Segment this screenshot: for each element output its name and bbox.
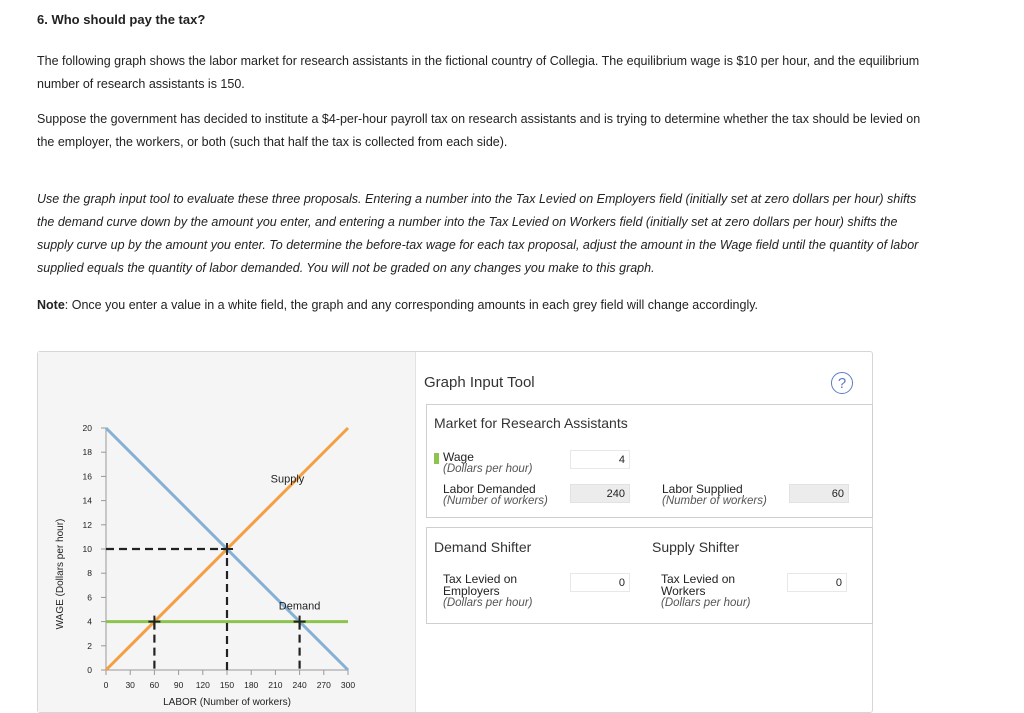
worker-tax-label-line2: Workers — [661, 584, 706, 598]
intro-paragraph: The following graph shows the labor market for research assistants in the fictional country of Collegia. The equilibrium wage is $10 per hour, and the equilibrium number of research assistants is 150. — [37, 54, 920, 91]
x-tick-label: 150 — [219, 680, 235, 690]
x-tick-label: 0 — [103, 680, 109, 690]
labor-supplied-value: 60 — [789, 484, 849, 503]
worker-tax-unit: (Dollars per hour) — [661, 597, 751, 609]
graph-input-tool-title: Graph Input Tool — [424, 374, 535, 391]
x-tick-label: 300 — [340, 680, 356, 690]
employer-tax-unit: (Dollars per hour) — [443, 597, 533, 609]
x-axis-label: LABOR (Number of workers) — [163, 697, 291, 708]
note-label: Note — [37, 298, 65, 312]
y-tick-label: 6 — [87, 592, 92, 603]
y-axis-label: WAGE (Dollars per hour) — [55, 518, 66, 630]
demand-curve-label: Demand — [278, 600, 321, 613]
supply-curve-label: Supply — [270, 473, 305, 486]
wage-label: Wage — [443, 450, 474, 464]
y-tick-label: 18 — [82, 447, 92, 458]
x-tick-label: 90 — [173, 680, 184, 690]
y-tick-label: 0 — [87, 665, 92, 675]
proposal-paragraph: Suppose the government has decided to institute a $4-per-hour payroll tax on research assistants and is trying to determine whether the tax should be levied on the employer, the workers, or both (such that half the tax is collected from each side). — [37, 112, 921, 149]
note-text: : Once you enter a value in a white field, the graph and any corresponding amounts in each grey field will change accordingly. — [64, 298, 759, 312]
wage-line-legend-swatch — [434, 453, 439, 464]
y-tick-label: 8 — [87, 568, 92, 579]
y-tick-label: 14 — [82, 495, 92, 506]
y-tick-label: 4 — [87, 616, 92, 627]
y-tick-label: 12 — [82, 519, 92, 530]
x-tick-label: 240 — [292, 680, 307, 690]
graph-area — [38, 352, 416, 712]
x-tick-label: 270 — [316, 680, 331, 690]
instructions-paragraph: Use the graph input tool to evaluate these three proposals. Entering a number into the Tax Levied on Employers field (initially set at zero dollars per hour) shifts the demand curve down by the amount you enter, and entering a number into the Tax Levied on Workers field (initially set at zero dollars per hour) shifts the supply curve up by the amount you enter. To determine the before-tax wage for each tax proposal, adjust the amount in the Wage field until the quantity of labor supplied equals the quantity of labor demanded. You will not be graded on any changes you make to this graph. — [37, 192, 919, 275]
x-tick-label: 60 — [149, 680, 160, 690]
employer-tax-label-line2: Employers — [443, 584, 500, 598]
note-paragraph — [37, 294, 937, 317]
labor-supplied-unit: (Number of workers) — [662, 495, 767, 507]
x-tick-label: 210 — [268, 680, 283, 690]
wage-unit: (Dollars per hour) — [443, 463, 533, 475]
labor-demanded-unit: (Number of workers) — [443, 495, 548, 507]
y-tick-label: 20 — [82, 423, 92, 433]
labor-demanded-label: Labor Demanded — [443, 482, 536, 496]
market-box-title: Market for Research Assistants — [434, 415, 628, 431]
worker-tax-input[interactable]: 0 — [787, 573, 847, 592]
supply-shifter-title: Supply Shifter — [652, 539, 740, 555]
x-tick-label: 120 — [195, 680, 210, 690]
help-icon[interactable]: ? — [831, 372, 853, 394]
y-tick-label: 16 — [82, 471, 92, 482]
wage-input[interactable]: 4 — [570, 450, 630, 469]
y-tick-label: 2 — [87, 640, 92, 651]
labor-demanded-value: 240 — [570, 484, 630, 503]
worker-tax-label-line1: Tax Levied on — [661, 572, 736, 586]
labor-market-chart[interactable] — [38, 352, 415, 712]
y-tick-label: 10 — [82, 544, 92, 554]
question-title: 6. Who should pay the tax? — [37, 12, 206, 27]
demand-shifter-title: Demand Shifter — [434, 539, 532, 555]
x-tick-label: 30 — [125, 680, 135, 690]
x-tick-label: 180 — [244, 680, 259, 690]
employer-tax-label-line1: Tax Levied on — [443, 572, 518, 586]
employer-tax-input[interactable]: 0 — [570, 573, 630, 592]
labor-supplied-label: Labor Supplied — [662, 482, 743, 496]
